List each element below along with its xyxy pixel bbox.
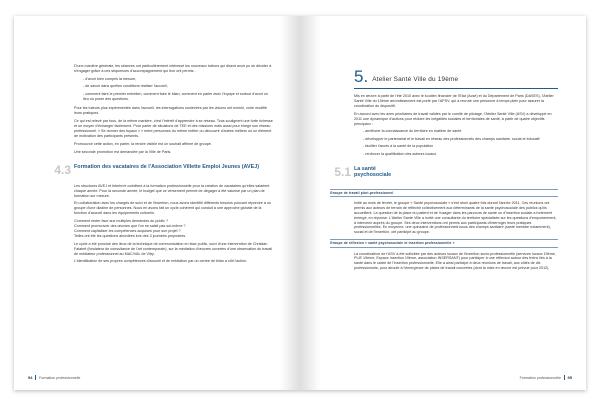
document-spread: [14, 16, 586, 390]
left-page: [14, 16, 300, 390]
chapter-rule: [354, 88, 558, 89]
paragraph: En collaboration avec les chargés de suivi et de l'insertion, nous avons identifié différents besoins pouvant répondre à un groupe d'une dizaine de personnes. Nous en avons fait un cycle cohérent qui conduit à une approche globale de la fonction d'accueil dans les équipements culturels.: [74, 201, 272, 216]
question-line: Comment promouvoir des œuvres que l'on ne saisit pas soi-même ?: [74, 224, 186, 229]
list-item: - d'avoir bien compris la mesure,: [83, 76, 137, 81]
paragraph: Pour les tuteurs plus expérimentés dans l'accueil, les interrogations soulevées par les visions ont enrichi, voire modifié leurs pratiques.: [74, 106, 267, 116]
list-item: - renforcer la qualification des acteurs locaux.: [363, 151, 438, 156]
section-heading-4-3: [49, 164, 274, 176]
gutter-shadow: [280, 16, 300, 390]
paragraph: Ce qui est relevé par tous, de la même manière, c'est l'intérêt d'apprendre à se réseau. Tous soulignent une forte richesse et un moyen d'échanger facilement. Pour parler de situations de TEE et des missions mais aussi pour élargir son réseau professionnel. « Se donner des tuyaux » « entre personnes du même métier ou découvrir d'autres métiers où un élément de motivation des participants présents.: [74, 119, 273, 138]
list-item: - améliorer la connaissance du territoire en matière de santé: [363, 129, 462, 134]
paragraph: Initié au mois de février, le groupe « Santé psychosociale » s'est réuni quatre fois durant l'année 2011. Ces réunions ont permis aux acteurs de terrain de réfléchir collectivement aux déterminants de la santé psychosociale des publics qu'ils accueillent. La question de la place du patient et de l'usager dans les parcours de santé ou d'insertion sociale a fortement émergé, en réponse. L'Atelier Santé Ville a invité une consultante du territoire spécialisée sur les questions d'empowerment, à intervenir auprès du groupe. Ses deux interventions ont permis aux participants d'interroger leurs pratiques professionnelles. En moyenne, une quinzaine de professionnels issus des champs sanitaire (santé mentale notamment), social et de l'insertion, ont participé au groupe.: [354, 200, 557, 235]
footer-divider: [564, 375, 565, 380]
paragraph: Une seconde promotion est demandée par la Ville de Paris.: [74, 149, 172, 154]
section-number: 4.3: [54, 162, 71, 177]
question-line: Comment capitaliser les compétences acquises pour son projet ?: [74, 228, 181, 233]
paragraph: Promouvoir cette action, en parler, la rendre visible est un souhait affirmé de groupe.: [74, 141, 212, 146]
running-footer: Formation professionnelle: [39, 375, 81, 380]
gutter-shadow: [300, 16, 320, 390]
running-footer: Formation professionnelle: [519, 375, 561, 380]
subheading: Groupe de réflexion « santé psychosociale et insertion professionnelle »: [330, 239, 558, 247]
paragraph: Les structures AVEJ et Interim/e coéditent à la formation professionnelle pour la création de vacataires qu'elles salarient chaque année. Pour la seconde année, le budget que ce versement permet de dégager a été valorisé par un plan de formation sur mesure.: [74, 183, 270, 198]
paragraph: En accord avec les axes prioritaires de travail validés par le comité de pilotage, l'Atelier Santé Ville (ASV) a développé en 2011 une dynamique d'actions pour réduire les inégalités sociales et territoriales de santé, à partir de quatre objectifs principaux :: [354, 111, 552, 126]
paragraph: Le cycle a été ponctué des lieux de la technique de communication en face public, suivi d'une intervention de Christian Falabet (fondateur de consultance de l'art contemporain), sur la médiation d'œuvres ouvertes d'une observation du travail de médiateur professionnel au MAC/VAL de Vitry.: [74, 241, 273, 256]
left-footer: [28, 375, 80, 380]
list-item: - faciliter l'accès à la santé de la population: [363, 144, 434, 149]
right-page: [300, 16, 586, 390]
right-footer: [520, 375, 572, 380]
question-line: Comment rester face aux multiples demandes du public ?: [74, 219, 169, 224]
footer-divider: [35, 375, 36, 380]
question-line: Telles ont été les questions abordées lors des 3 journées proposées.: [74, 233, 187, 238]
list-item: - comment faire le premier entretien, comment faire le bilan, comment en parler avec l'équipe et surtout d'avoir un lieu où poser des questions.: [83, 91, 269, 101]
left-page-content: [54, 64, 274, 267]
subheading: Groupe de travail pluri-professionnel: [330, 189, 558, 197]
chapter-heading: [354, 68, 458, 85]
paragraph: Mis en œuvre à partir de l'été 2010 avec le soutien financier de l'Etat (Acsé) et du Département de Paris (DASES), l'Atelier Santé Ville du 19ème arrondissement est porté par l'APSV, qui a recruté une personne à temps plein pour assurer la coordination du dispositif.: [354, 94, 554, 108]
paragraph: L'identification de ses propres compétences d'accueil et de médiation par un centre de bilan a clôt l'action.: [74, 259, 248, 264]
page-number: 95: [567, 375, 572, 380]
chapter-title: Atelier Santé Ville du 19ème: [372, 76, 459, 83]
list-item: - de savoir dans quelles conditions réaliser l'accueil,: [83, 84, 168, 89]
chapter-number: 5.: [354, 67, 369, 86]
paragraph: La coordinatrice de l'ASV a été sollicitée par des acteurs locaux de l'insertion socio-professionnelle (services locaux 19ème, PLIE 19ème, Espace Insertion 19ème, association INSERSANT) pour participer à une réflexion autour des freins liés à la santé dans le cadre de l'insertion professionnelle. Elle a ainsi participé à deux réunions de travail, aux côtés de dix professionnels, pour aboutir à l'émergence de pistes de travail concrètes (dont la mise en œuvre est prévue pour 2012).: [354, 251, 556, 271]
page-number: 94: [28, 375, 33, 380]
section-number: 5.1: [334, 164, 351, 179]
list-item: - développer le partenariat et le travail en réseau des professionnels des champs sanitaire, social et éducatif: [363, 136, 540, 141]
section-title: La santé psychosociale: [354, 165, 392, 179]
right-page-content: [330, 94, 558, 274]
paragraph: D'une manière générale, les séances ont particulièrement intéressé les nouveaux tuteurs qui disent avoir pu se décider à s'engager grâce à ces séquences d'accompagnement qui leur ont permis :: [74, 64, 272, 73]
section-heading-5-1: [329, 166, 558, 179]
section-title: Formation des vacataires de l'Association Villette Emploi Jeunes (AVEJ): [74, 163, 260, 170]
